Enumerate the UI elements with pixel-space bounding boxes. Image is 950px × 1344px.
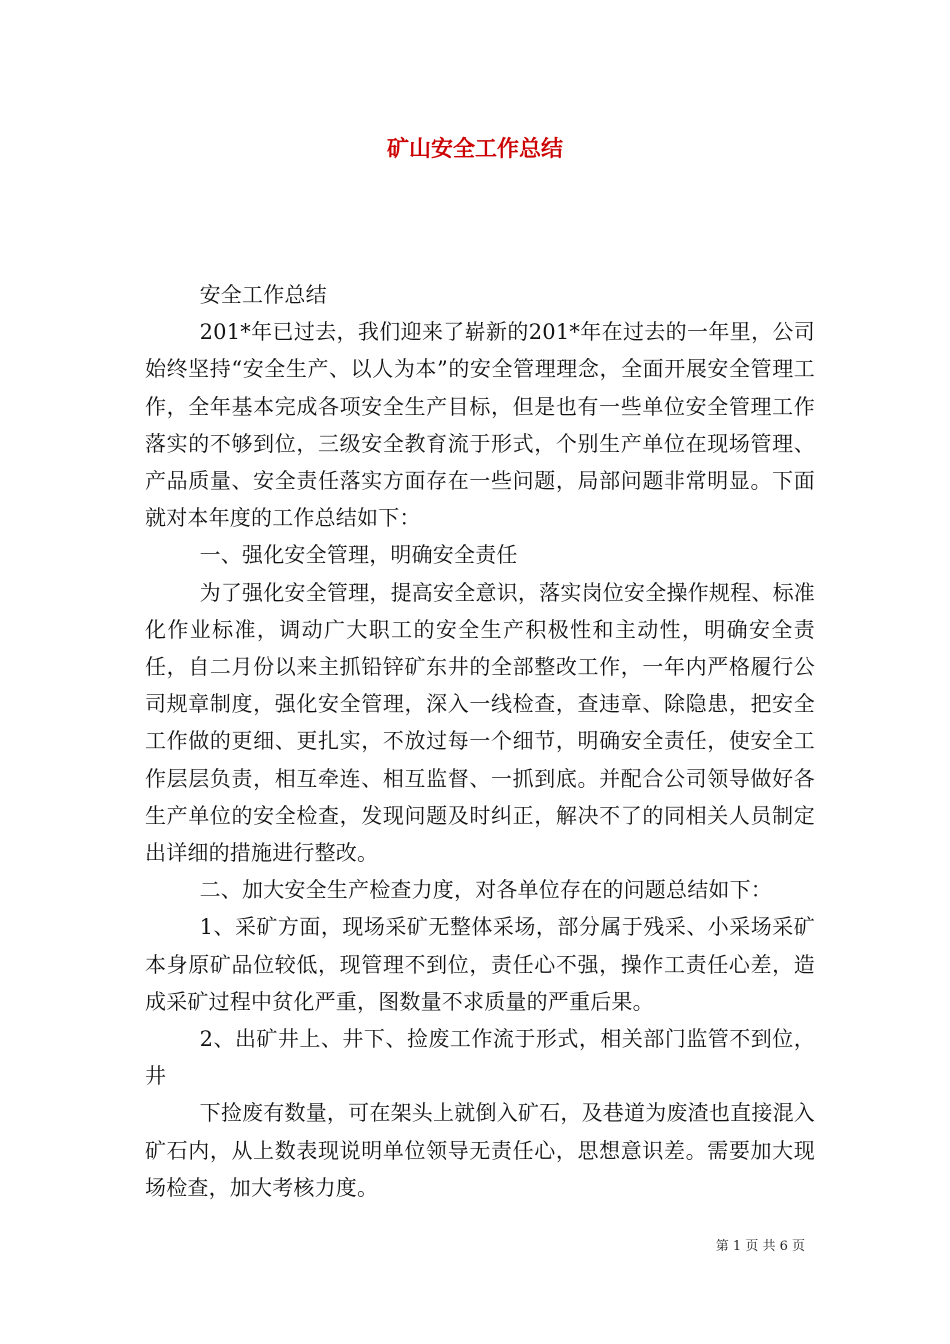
- document-title: 矿山安全工作总结: [386, 137, 563, 162]
- page-number-footer: 第 1 页 共 6 页: [715, 1239, 805, 1254]
- document-body: [145, 277, 815, 1207]
- section-heading-1: 一、强化安全管理，明确安全责任: [199, 543, 518, 568]
- paragraph-heading: 安全工作总结: [199, 283, 327, 307]
- section-heading-2: 二、加大安全生产检查力度，对各单位存在的问题总结如下：: [199, 878, 772, 903]
- paragraph-section-1: 为了强化安全管理，提高安全意识，落实岗位安全操作规程、标准化作业标准，调动广大职工的安全生产积极性和主动性，明确安全责任，自二月份以来主抓铅锌矿东井的全部整改工作，一年内严格履行公司规章制度，强化安全管理，深入一线检查，查违章、除隐患，把安全工作做的更细、更扎实，不放过每一个细节，明确安全责任，使安全工作层层负责，相互牵连、相互监督、一抓到底。并配合公司领导做好各生产单位的安全检查，发现问题及时纠正，解决不了的同相关人员制定出详细的措施进行整改。: [145, 580, 815, 866]
- paragraph-intro: 201*年已过去，我们迎来了崭新的201*年在过去的一年里，公司始终坚持“安全生产、以人为本”的安全管理理念，全面开展安全管理工作，全年基本完成各项安全生产目标，但是也有一些单位安全管理工作落实的不够到位，三级安全教育流于形式，个别生产单位在现场管理、产品质量、安全责任落实方面存在一些问题，局部问题非常明显。下面就对本年度的工作总结如下：: [145, 320, 815, 531]
- paragraph-item-1: 1、采矿方面，现场采矿无整体采场，部分属于残采、小采场采矿本身原矿品位较低，现管理不到位，责任心不强，操作工责任心差，造成采矿过程中贫化严重，图数量不求质量的严重后果。: [145, 915, 815, 1014]
- paragraph-item-2-cont: 下捡废有数量，可在架头上就倒入矿石，及巷道为废渣也直接混入矿石内，从上数表现说明单位领导无责任心，思想意识差。需要加大现场检查，加大考核力度。: [145, 1101, 815, 1200]
- paragraph-item-2: 2、出矿井上、井下、捡废工作流于形式，相关部门监管不到位，井: [145, 1027, 815, 1089]
